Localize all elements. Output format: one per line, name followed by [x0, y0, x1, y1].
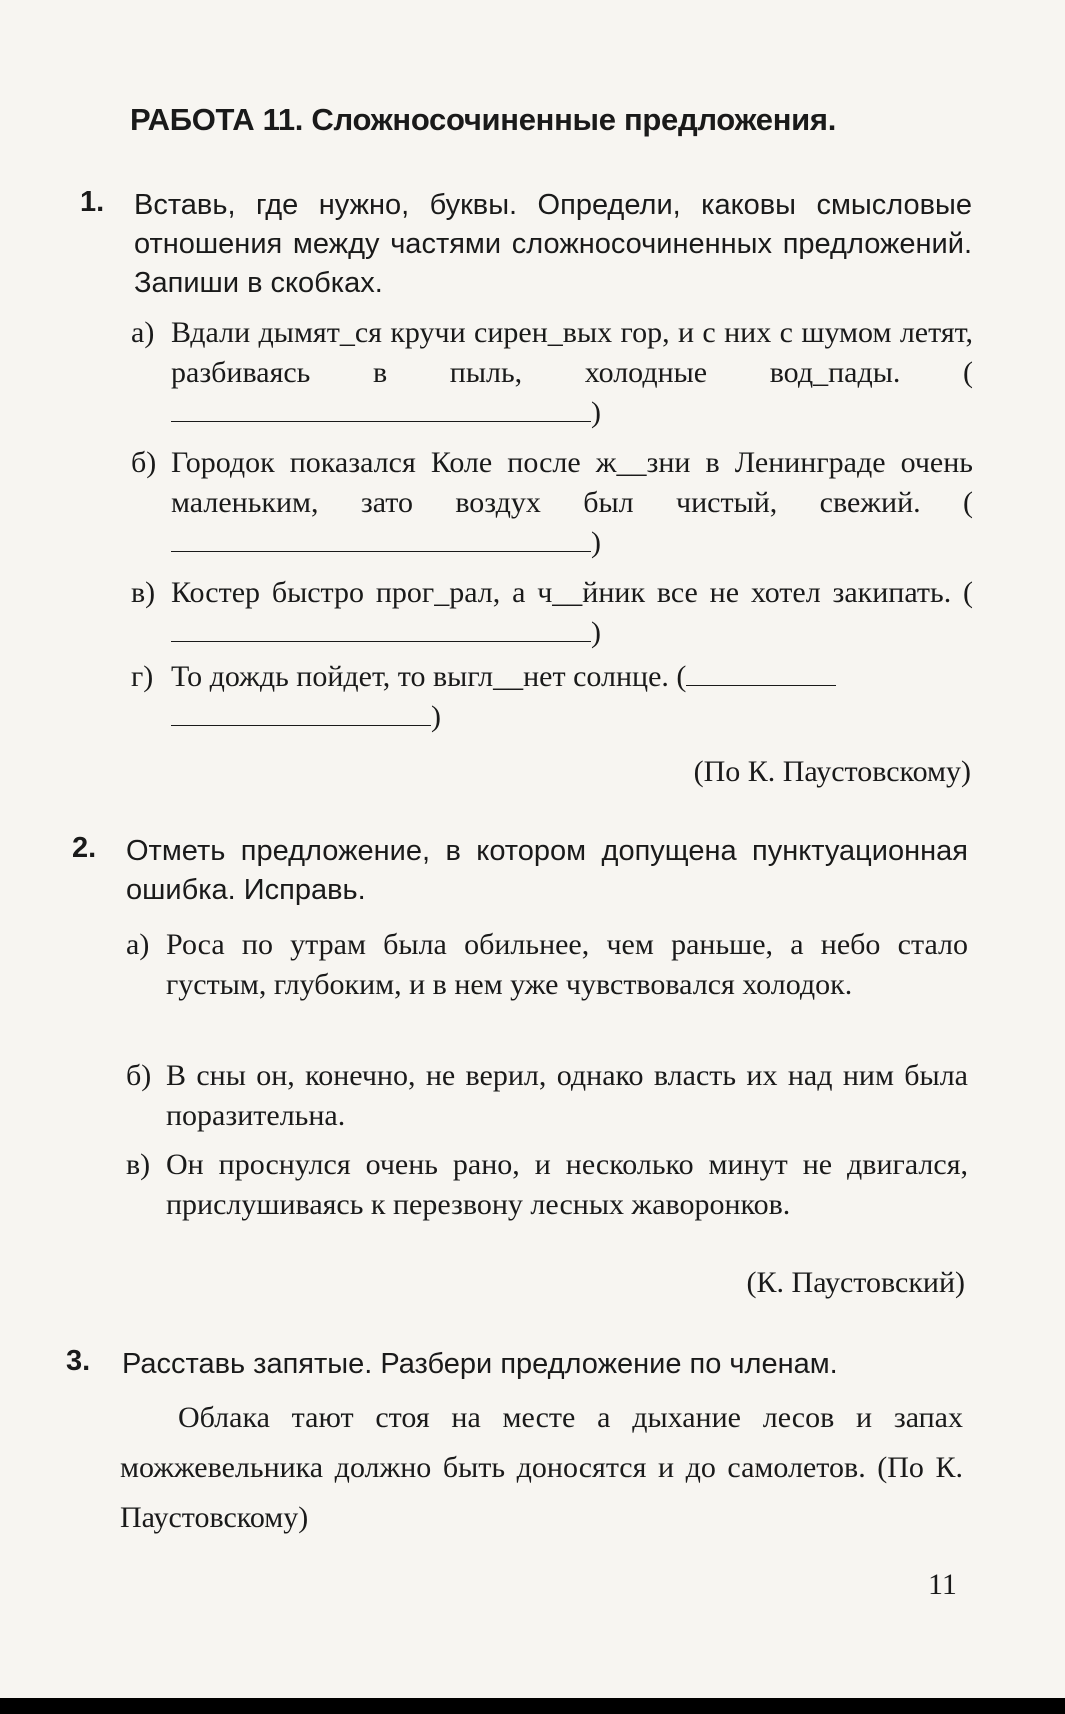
task2-item-b — [126, 1056, 968, 1136]
item-text: В сны он, конечно, не верил, однако власть их над ним была поразительна. — [166, 1059, 968, 1132]
item-marker: б) — [131, 446, 157, 479]
answer-blank[interactable] — [171, 525, 591, 552]
task1-instruction: Вставь, где нужно, буквы. Определи, каковы смысловые отношения между частями сложносочиненных предложений. Запиши в скобках. — [134, 189, 972, 299]
item-text: То дождь пойдет, то выгл__нет солнце. ( — [171, 660, 687, 693]
task1-item-g — [131, 657, 973, 737]
task3-instruction: Расставь запятые. Разбери предложение по членам. — [122, 1348, 838, 1380]
page-title: РАБОТА 11. Сложносочиненные предложения. — [130, 102, 837, 137]
item-text: Роса по утрам была обильнее, чем раньше, а небо стало густым, глубоким, и в нем уже чувствовался холодок. — [166, 928, 968, 1001]
answer-blank[interactable] — [686, 659, 836, 686]
item-marker: б) — [126, 1059, 152, 1092]
task1-item-a — [131, 313, 973, 433]
item-marker: а) — [126, 928, 150, 961]
answer-blank-continued[interactable] — [171, 699, 431, 726]
item-close: ) — [431, 700, 441, 733]
item-close: ) — [591, 616, 601, 649]
item-marker: в) — [131, 576, 156, 609]
item-text: Костер быстро прог_рал, а ч__йник все не хотел закипать. ( — [171, 576, 973, 609]
task2-item-v — [126, 1145, 968, 1225]
task1-author: (По К. Паустовскому) — [693, 755, 971, 788]
task3-number: 3. — [66, 1345, 91, 1377]
item-text: Городок показался Коле после ж__зни в Ленинграде очень маленьким, зато воздух был чистый, свежий. ( — [171, 446, 973, 519]
task2-number: 2. — [72, 832, 97, 864]
item-marker: а) — [131, 316, 155, 349]
item-text: Вдали дымят_ся кручи сирен_вых гор, и с них с шумом летят, разбиваясь в пыль, холодные вод_пады. ( — [171, 316, 973, 389]
answer-blank[interactable] — [171, 615, 591, 642]
task2-author: (К. Паустовский) — [746, 1266, 965, 1299]
task1-item-b — [131, 443, 973, 563]
answer-blank[interactable] — [171, 395, 591, 422]
task2-instruction: Отметь предложение, в котором допущена пунктуационная ошибка. Исправь. — [126, 835, 968, 906]
item-text: Он проснулся очень рано, и несколько минут не двигался, прислушиваясь к перезвону лесных жаворонков. — [166, 1148, 968, 1221]
task1-item-v — [131, 573, 973, 653]
task1-number: 1. — [80, 186, 105, 218]
task2-item-a — [126, 925, 968, 1005]
item-close: ) — [591, 526, 601, 559]
item-close: ) — [591, 396, 601, 429]
page-number: 11 — [928, 1568, 957, 1601]
item-marker: г) — [131, 660, 154, 693]
task3-sentence: Облака тают стоя на месте а дыхание лесов и запах можжевельника должно быть доносятся и до самолетов. (По К. Паустовскому) — [120, 1401, 963, 1534]
item-marker: в) — [126, 1148, 151, 1181]
